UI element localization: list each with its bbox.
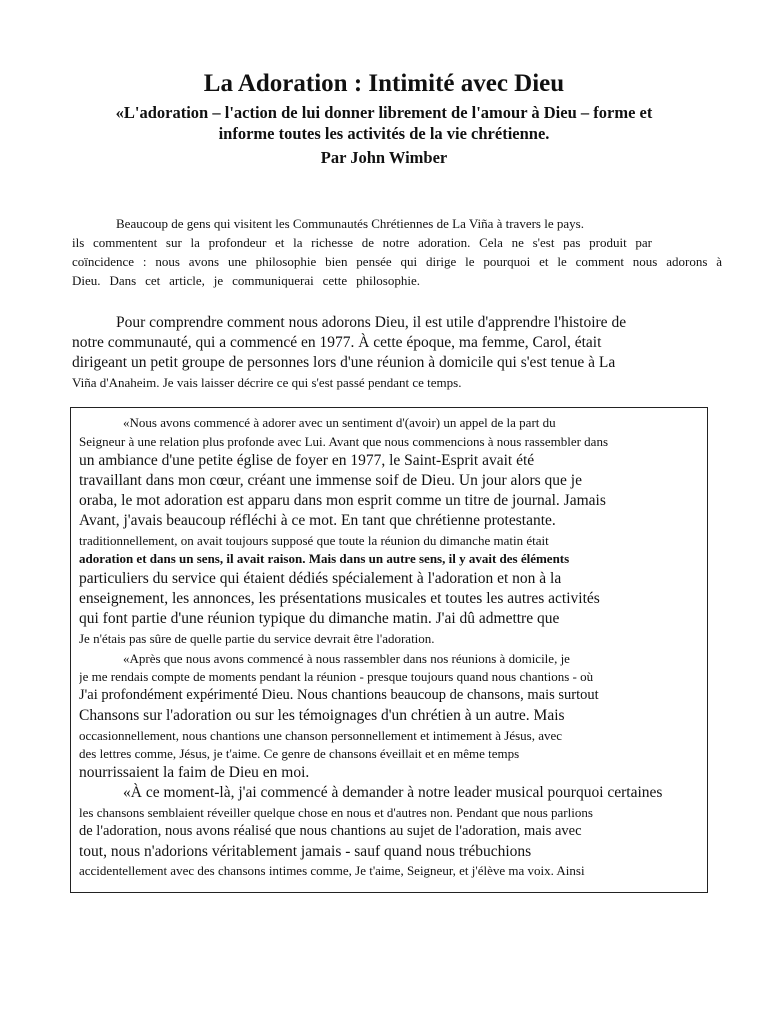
paragraph-line: Viña d'Anaheim. Je vais laisser décrire ce qui s'est passé pendant ce temps. [72,375,462,390]
quote-line: des lettres comme, Jésus, je t'aime. Ce genre de chansons éveillait et en même temps [79,746,520,761]
quote-line: J'ai profondément expérimenté Dieu. Nous chantions beaucoup de chansons, mais surtout [79,687,599,703]
quote-line: Avant, j'avais beaucoup réfléchi à ce mot. En tant que chrétienne protestante. [79,512,556,529]
quote-line: traditionnellement, on avait toujours supposé que toute la réunion du dimanche matin était [79,533,549,548]
paragraph-line: ils commentent sur la profondeur et la richesse de notre adoration. Cela ne s'est pas produit par [72,235,652,250]
quote-line: Je n'étais pas sûre de quelle partie du service devrait être l'adoration. [79,631,435,646]
quote-box [70,407,708,893]
paragraph-line: coïncidence : nous avons une philosophie bien pensée qui dirige le pourquoi et le comment nous adorons à [72,254,722,269]
quote-line: enseignement, les annonces, les présentations musicales et toutes les autres activités [79,590,600,607]
quote-line: qui font partie d'une réunion typique du dimanche matin. J'ai dû admettre que [79,610,560,627]
author-byline: Par John Wimber [320,148,448,167]
quote-line: tout, nous n'adorions véritablement jamais - sauf quand nous trébuchions [79,843,532,860]
quote-line: adoration et dans un sens, il avait raison. Mais dans un autre sens, il y avait des éléments [79,551,570,566]
paragraph-line: dirigeant un petit groupe de personnes lors d'une réunion à domicile qui s'est tenue à La [72,354,616,371]
quote-line: Chansons sur l'adoration ou sur les témoignages d'un chrétien à un autre. Mais [79,707,565,724]
quote-line: particuliers du service qui étaient dédiés spécialement à l'adoration et non à la [79,570,562,587]
subtitle-line: «L'adoration – l'action de lui donner librement de l'amour à Dieu – forme et [115,103,653,122]
quote-line: «À ce moment-là, j'ai commencé à demander à notre leader musical pourquoi certaines [123,784,663,801]
quote-line: de l'adoration, nous avons réalisé que nous chantions au sujet de l'adoration, mais avec [79,823,582,839]
document-subtitle [0,102,768,144]
quote-line: je me rendais compte de moments pendant la réunion - presque toujours quand nous chantions - où [79,669,594,684]
paragraph-line: Beaucoup de gens qui visitent les Communautés Chrétiennes de La Viña à travers le pays. [116,216,584,231]
quote-line: Seigneur à une relation plus profonde avec Lui. Avant que nous commencions à nous rassembler dans [79,434,609,449]
quote-line: nourrissaient la faim de Dieu en moi. [79,764,310,781]
quote-line: «Nous avons commencé à adorer avec un sentiment d'(avoir) un appel de la part du [123,415,556,430]
document-title: La Adoration : Intimité avec Dieu [203,70,565,97]
paragraph-line: Dieu. Dans cet article, je communiquerai cette philosophie. [72,273,420,288]
subtitle-line: informe toutes les activités de la vie chrétienne. [218,124,550,143]
quote-line: les chansons semblaient réveiller quelque chose en nous et d'autres non. Pendant que nous parlions [79,805,593,820]
quote-line: un ambiance d'une petite église de foyer en 1977, le Saint-Esprit avait été [79,452,535,469]
quote-line: oraba, le mot adoration est apparu dans mon esprit comme un titre de journal. Jamais [79,492,606,509]
quote-line: occasionnellement, nous chantions une chanson personnellement et intimement à Jésus, avec [79,728,563,743]
paragraph-line: Pour comprendre comment nous adorons Dieu, il est utile d'apprendre l'histoire de [116,314,627,331]
paragraph-line: notre communauté, qui a commencé en 1977. À cette époque, ma femme, Carol, était [72,334,602,351]
quote-line: accidentellement avec des chansons intimes comme, Je t'aime, Seigneur, et j'élève ma voix. Ainsi [79,863,585,878]
quote-line: travaillant dans mon cœur, créant une immense soif de Dieu. Un jour alors que je [79,472,582,489]
quote-line: «Après que nous avons commencé à nous rassembler dans nos réunions à domicile, je [123,651,570,666]
